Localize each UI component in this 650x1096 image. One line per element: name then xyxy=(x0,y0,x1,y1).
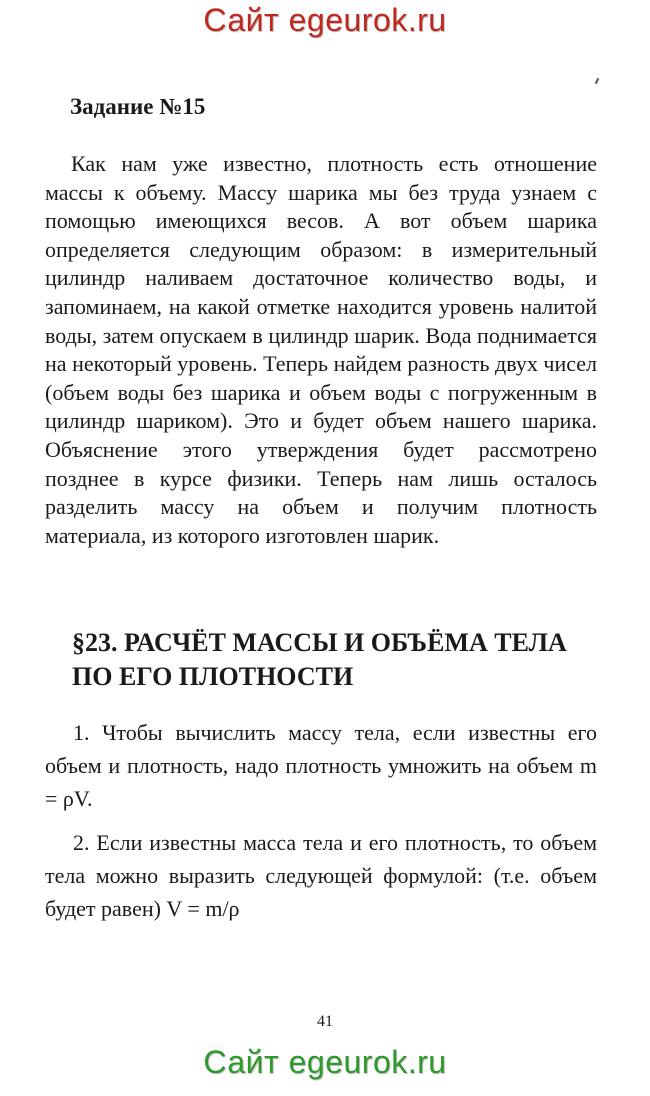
section-title: §23. РАСЧЁТ МАССЫ И ОБЪЁМА ТЕЛА ПО ЕГО ПЛОТНОСТИ xyxy=(72,628,567,691)
watermark-top-text: Сайт egeurok.ru xyxy=(203,2,447,38)
page-number: 41 xyxy=(317,1013,333,1030)
watermark-bottom-text: Сайт egeurok.ru xyxy=(203,1044,447,1080)
watermark-top xyxy=(0,2,650,39)
section-item-1: 1. Чтобы вычислить массу тела, если известны его объем и плотность, надо плотность умножить на объем m = ρV. xyxy=(45,720,597,811)
task-title: Задание №15 xyxy=(70,94,206,119)
scan-speck xyxy=(595,78,599,84)
task-body: Как нам уже известно, плотность есть отношение массы к объему. Массу шарика мы без труда узнаем с помощью имеющихся весов. А вот объем шарика определяется следующим образом: в измерительный цилиндр наливаем достаточное количество воды, и запоминаем, на какой отметке находится уровень налитой воды, затем опускаем в цилиндр шарик. Вода поднимается на некоторый уровень. Теперь найдем разность двух чисел (объем воды без шарика и объем воды с погруженным в цилиндр шариком). Это и будет объем нашего шарика. Объяснение этого утверждения будет рассмотрено позднее в курсе физики. Теперь нам лишь осталось разделить массу на объем и получим плотность материала, из которого изготовлен шарик. xyxy=(45,151,597,548)
watermark-bottom xyxy=(0,1044,650,1081)
section-item-2: 2. Если известны масса тела и его плотность, то объем тела можно выразить следующей формулой: (т.е. объем будет равен) V = m/ρ xyxy=(45,830,597,921)
